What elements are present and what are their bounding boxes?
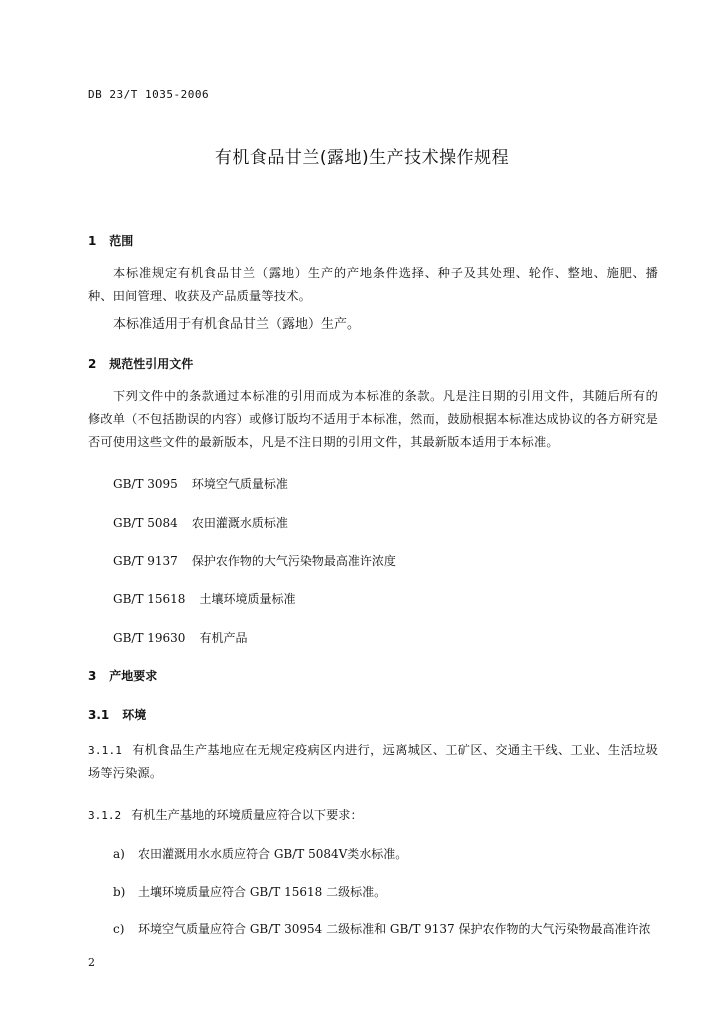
list-item: [113, 920, 651, 937]
section-number: 1: [88, 234, 97, 248]
clause-number: 3.1.1: [88, 744, 123, 757]
list-item: [113, 883, 386, 900]
reference-name: 农田灌溉水质标准: [191, 516, 288, 530]
reference-name: 土壤环境质量标准: [199, 592, 296, 606]
list-marker: c): [113, 922, 125, 936]
list-text: 农田灌溉用水水质应符合 GB/T 5084Ⅴ类水标准。: [138, 847, 408, 861]
reference-code: GB/T 9137: [113, 554, 178, 568]
section-heading-scope: [88, 232, 133, 249]
section-heading-references: [88, 355, 193, 372]
document-code: DB 23/T 1035-2006: [88, 88, 210, 101]
clause-text: 有机生产基地的环境质量应符合以下要求：: [131, 808, 363, 822]
reference-name: 环境空气质量标准: [191, 477, 288, 491]
reference-item: [113, 475, 288, 492]
section-title: 规范性引用文件: [109, 357, 194, 371]
reference-code: GB/T 3095: [113, 477, 178, 491]
reference-code: GB/T 5084: [113, 516, 178, 530]
list-marker: b): [113, 885, 126, 899]
reference-code: GB/T 15618: [113, 592, 186, 606]
list-item: [113, 845, 407, 862]
subsection-number: 3.1: [88, 708, 110, 722]
reference-item: [113, 629, 247, 646]
clause-number: 3.1.2: [88, 809, 122, 822]
reference-code: GB/T 19630: [113, 631, 186, 645]
reference-item: [113, 552, 396, 569]
reference-name: 保护农作物的大气污染物最高准许浓度: [191, 554, 396, 568]
section-heading-origin: [88, 667, 157, 684]
section-title: 范围: [109, 234, 134, 248]
reference-name: 有机产品: [199, 631, 248, 645]
reference-item: [113, 590, 295, 607]
reference-item: [113, 514, 288, 531]
list-marker: a): [113, 847, 125, 861]
clause-3-1-2: [88, 806, 363, 823]
list-text: 土壤环境质量应符合 GB/T 15618 二级标准。: [138, 885, 387, 899]
document-title: 有机食品甘兰(露地)生产技术操作规程: [214, 148, 510, 168]
section-number: 2: [88, 357, 97, 371]
subsection-title: 环境: [122, 708, 147, 722]
subsection-heading-environment: [88, 706, 146, 723]
section-title: 产地要求: [109, 669, 158, 683]
page-number: 2: [88, 956, 95, 969]
clause-3-1-1: [88, 739, 658, 785]
list-text: 环境空气质量应符合 GB/T 30954 二级标准和 GB/T 9137 保护农作物的大气污染物最高准许浓: [138, 922, 651, 936]
scope-paragraph-2: 本标准适用于有机食品甘兰（露地）生产。: [113, 317, 361, 332]
references-paragraph: 下列文件中的条款通过本标准的引用而成为本标准的条款。凡是注日期的引用文件，其随后所有的修改单（不包括勘误的内容）或修订版均不适用于本标准，然而，鼓励根据本标准达成协议的各方研究是否可使用这些文件的最新版本，凡是不注日期的引用文件，其最新版本适用于本标准。: [88, 389, 658, 449]
section-number: 3: [88, 669, 97, 683]
scope-paragraph-1: 本标准规定有机食品甘兰（露地）生产的产地条件选择、种子及其处理、轮作、整地、施肥、播种、田间管理、收获及产品质量等技术。: [88, 266, 658, 303]
clause-text: 有机食品生产基地应在无规定疫病区内进行，远离城区、工矿区、交通主干线、工业、生活垃圾场等污染源。: [88, 743, 658, 780]
